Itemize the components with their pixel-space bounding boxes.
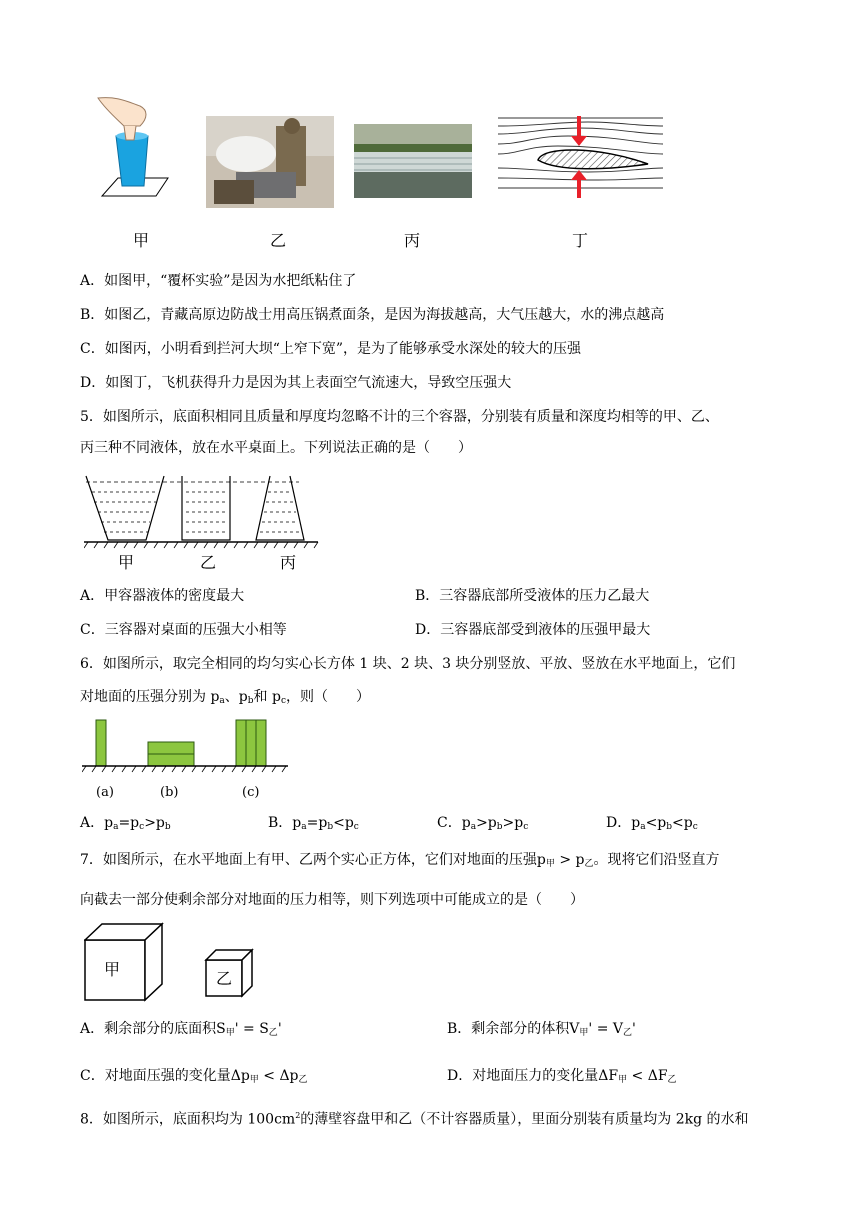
figure-three-containers [84,474,320,552]
q5-option-b: B．三容器底部所受液体的压力乙最大 [415,588,650,604]
blocks-label-c: (c) [242,785,260,800]
q8-stem: 8．如图所示，底面积均为 $100cm^2$的薄壁容盘甲和乙（不计容器质量），里面分别装有质量均为 2kg 的水和 [80,1111,749,1128]
q5-option-d: D．三容器底部受到液体的压强甲最大 [415,622,651,638]
q4-option-d: D．如图丁，飞机获得升力是因为其上表面空气流速大，导致空压强大 [80,375,512,391]
figure-label-jia: 甲 [133,231,150,250]
q4-option-a: A．如图甲，“覆杯实验”是因为水把纸粘住了 [80,273,357,289]
q6-stem-line2: 对地面的压强分别为 $p_a$、$p_b$和 $p_c$，则（ ） [80,689,370,706]
figure-label-yi: 乙 [270,231,287,250]
q7-option-a: A．剩余部分的底面积$S_甲' = S_乙'$ [80,1021,282,1038]
q6-option-c: C．$p_a>p_b>p_c$ [437,815,529,832]
q6-option-d: D．$p_a<p_b<p_c$ [606,815,698,832]
q4-option-c: C．如图丙，小明看到拦河大坝“上窄下宽”，是为了能够承受水深处的较大的压强 [80,341,582,357]
figure-airfoil-streamlines [498,110,666,202]
photo-soldier-cooking [206,116,334,208]
q5-stem-line2: 丙三种不同液体，放在水平桌面上。下列说法正确的是（ ） [80,440,472,456]
figure-label-ding: 丁 [572,231,589,250]
q4-option-b: B．如图乙，青藏高原边防战士用高压锅煮面条，是因为海拔越高，大气压越大，水的沸点越高 [80,307,665,323]
blocks-label-a: (a) [96,785,114,800]
q7-stem-line1: 7．如图所示，在水平地面上有甲、乙两个实心正方体，它们对地面的压强$p_甲 > p_乙$。现将它们沿竖直方 [80,852,720,869]
q5-option-c: C．三容器对桌面的压强大小相等 [80,622,287,638]
cube-label-jia: 甲 [104,960,121,979]
figure-stacked-blocks [82,718,290,774]
container-label-yi: 乙 [200,553,217,572]
q6-option-b: B．$p_a=p_b<p_c$ [268,815,359,832]
blocks-label-b: (b) [160,785,179,800]
q6-option-a: A．$p_a=p_c>p_b$ [80,815,171,832]
q7-option-c: C．对地面压强的变化量$\Delta p_甲 < \Delta p_乙$ [80,1068,308,1085]
q5-stem-line1: 5．如图所示，底面积相同且质量和厚度均忽略不计的三个容器，分别装有质量和深度均相等的甲、乙、 [80,409,719,425]
container-label-jia: 甲 [118,553,135,572]
container-label-bing: 丙 [280,553,297,572]
figure-overturned-cup [88,96,178,200]
figure-label-bing: 丙 [404,231,421,250]
photo-river-dam [354,124,472,198]
cube-label-yi: 乙 [216,969,233,988]
q7-option-b: B．剩余部分的体积$V_甲' = V_乙'$ [447,1021,636,1038]
q5-option-a: A．甲容器液体的密度最大 [80,588,245,604]
q7-option-d: D．对地面压力的变化量$\Delta F_甲 < \Delta F_乙$ [447,1068,677,1085]
q6-stem-line1: 6．如图所示，取完全相同的均匀实心长方体 1 块、2 块、3 块分别竖放、平放、竖放在水平地面上，它们 [80,656,736,672]
q7-stem-line2: 向截去一部分使剩余部分对地面的压力相等，则下列选项中可能成立的是（ ） [80,892,584,908]
